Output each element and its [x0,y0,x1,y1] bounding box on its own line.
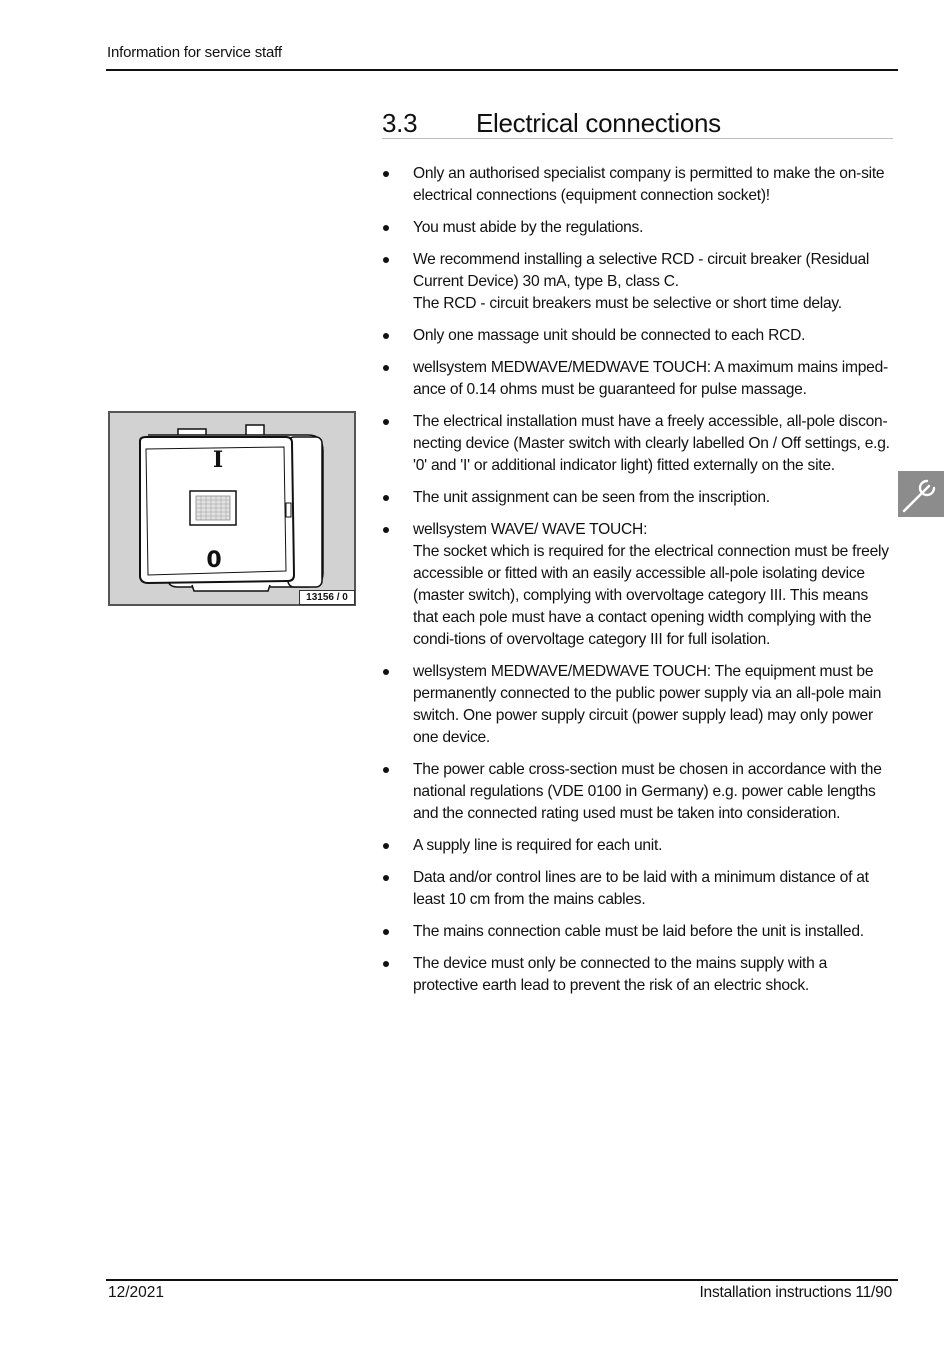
master-switch-figure [108,411,356,606]
bullet-text: Only one massage unit should be connected to each RCD. [413,327,806,344]
bullet-dot-icon [383,961,389,967]
bullet-dot-icon [383,225,389,231]
bullet-item [381,759,893,825]
bullet-dot-icon [383,171,389,177]
bullet-item [381,487,893,509]
bullet-dot-icon [383,767,389,773]
page-header: Information for service staff [107,44,282,61]
bullet-item [381,249,893,315]
bullet-text: wellsystem WAVE/ WAVE TOUCH: The socket which is required for the electrical connection must be freely accessible or fitted with an easily accessible all-pole isolating device (master switch), complying with overvoltage category III. This means that each pole must have a contact opening width complying with the condi-tions of overvoltage category III for full isolation. [413,521,889,648]
section-title: Electrical connections [476,108,721,138]
bullet-list [381,163,893,1007]
bullet-item [381,411,893,477]
footer-divider [106,1279,898,1281]
bullet-dot-icon [383,929,389,935]
bullet-text: Only an authorised specialist company is permitted to make the on-site electrical connections (equipment connection socket)! [413,165,885,204]
master-switch-illustration [108,411,356,606]
wrench-icon [898,471,944,517]
bullet-dot-icon [383,875,389,881]
bullet-text: The mains connection cable must be laid before the unit is installed. [413,923,864,940]
header-divider [106,69,898,71]
bullet-item [381,163,893,207]
switch-off-symbol: 0 [206,548,222,573]
bullet-text: A supply line is required for each unit. [413,837,663,854]
bullet-text: We recommend installing a selective RCD - circuit breaker (Residual Current Device) 30 mA, type B, class C. The RCD - circuit breakers must be selective or short time delay. [413,251,870,312]
service-tab [898,471,944,517]
footer-date: 12/2021 [108,1284,165,1301]
bullet-text: The unit assignment can be seen from the inscription. [413,489,770,506]
bullet-text: The electrical installation must have a freely accessible, all-pole discon-necting device (Master switch with clearly labelled On / Off settings, e.g. '0' and 'I' or additional indicator light) fitted externally on the site. [413,413,890,474]
bullet-item [381,519,893,651]
bullet-dot-icon [383,419,389,425]
bullet-dot-icon [383,257,389,263]
bullet-text: The device must only be connected to the mains supply with a protective earth lead to prevent the risk of an electric shock. [413,955,828,994]
bullet-item [381,953,893,997]
switch-on-symbol: I [212,447,224,473]
bullet-dot-icon [383,843,389,849]
bullet-item [381,661,893,749]
bullet-dot-icon [383,527,389,533]
section-heading [382,108,893,139]
bullet-item [381,325,893,347]
bullet-dot-icon [383,495,389,501]
bullet-item [381,867,893,911]
bullet-text: Data and/or control lines are to be laid with a minimum distance of at least 10 cm from the mains cables. [413,869,869,908]
bullet-dot-icon [383,333,389,339]
bullet-item [381,217,893,239]
bullet-dot-icon [383,669,389,675]
bullet-text: wellsystem MEDWAVE/MEDWAVE TOUCH: A maximum mains imped-ance of 0.14 ohms must be guaranteed for pulse massage. [413,359,888,398]
bullet-item [381,921,893,943]
bullet-dot-icon [383,365,389,371]
footer-page-number: Installation instructions 11/90 [699,1284,892,1301]
bullet-text: wellsystem MEDWAVE/MEDWAVE TOUCH: The equipment must be permanently connected to the public power supply via an all-pole main switch. One power supply circuit (power supply lead) may only power one device. [413,663,882,746]
bullet-text: The power cable cross-section must be chosen in accordance with the national regulations (VDE 0100 in Germany) e.g. power cable lengths and the connected rating used must be taken into consideration. [413,761,882,822]
section-number: 3.3 [382,108,418,138]
bullet-text: You must abide by the regulations. [413,219,644,236]
bullet-item [381,835,893,857]
figure-label: 13156 / 0 [299,590,355,605]
bullet-item [381,357,893,401]
